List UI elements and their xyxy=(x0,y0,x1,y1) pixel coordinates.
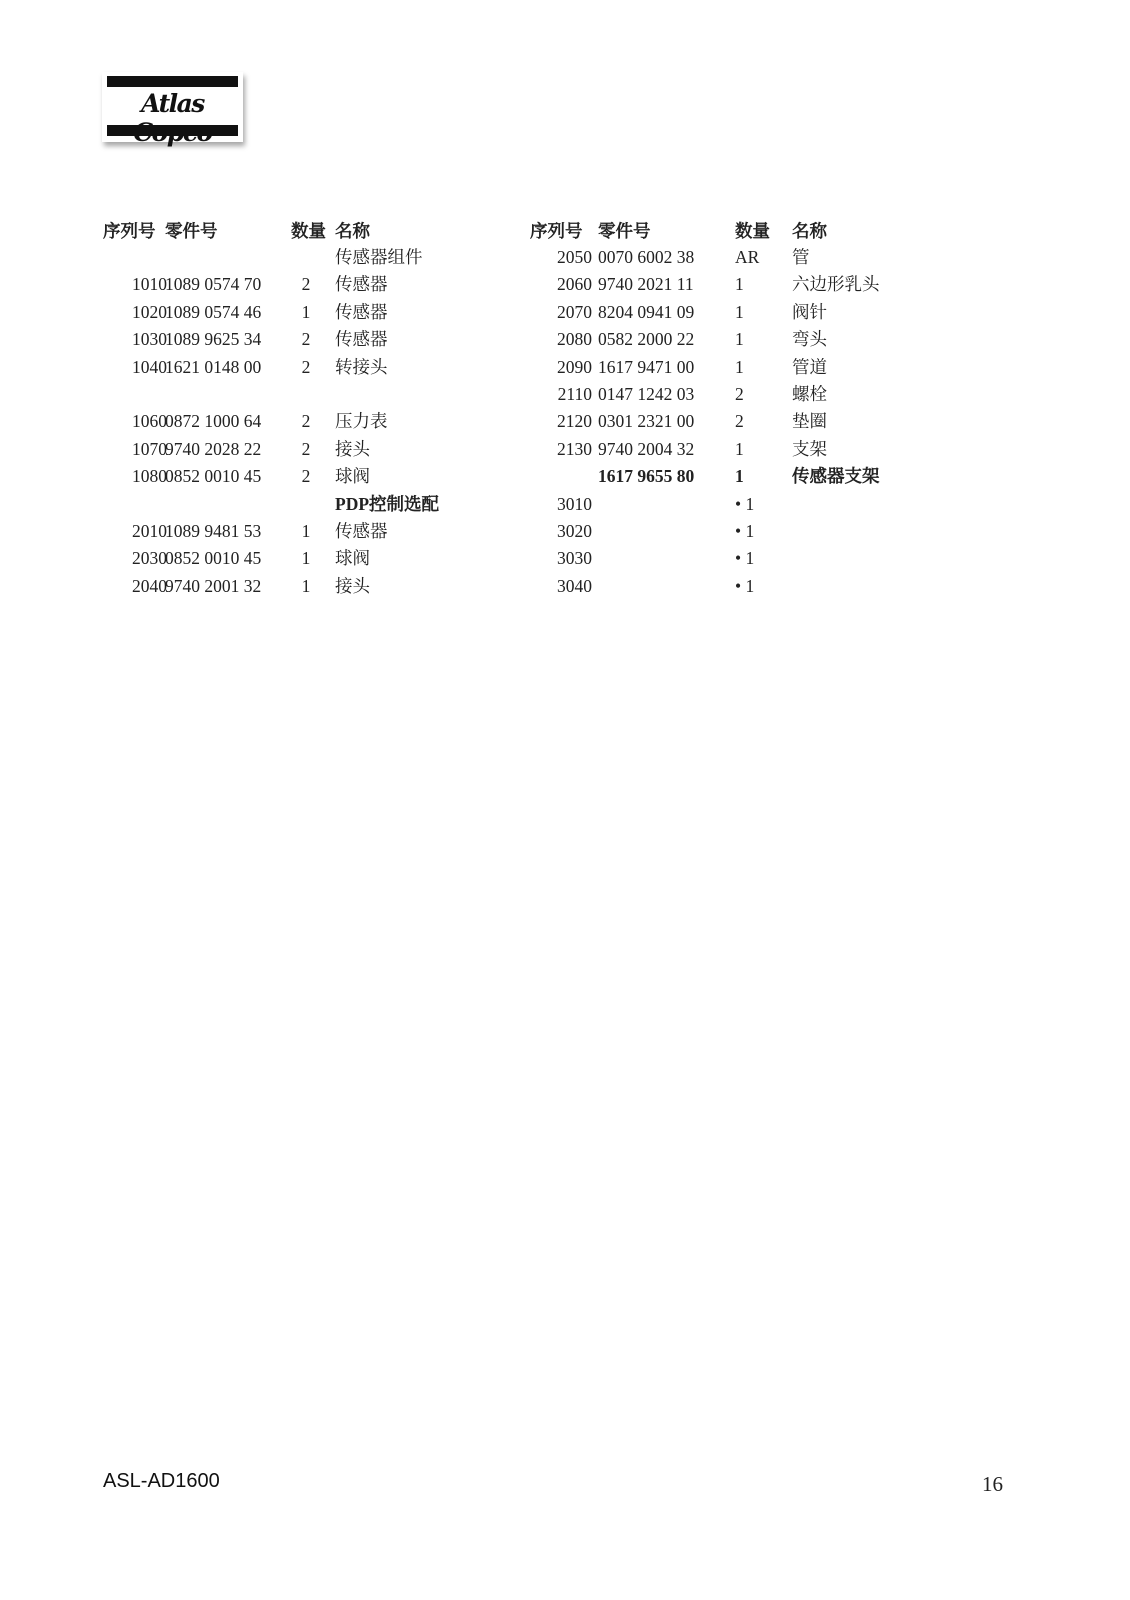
cell-name: 传感器 xyxy=(335,301,388,322)
header-qty: 数量 xyxy=(735,221,770,241)
cell-qty: 1 xyxy=(735,466,744,487)
cell-name: 垫圈 xyxy=(792,411,827,432)
cell-part: 0301 2321 00 xyxy=(598,411,695,432)
cell-qty: 1 xyxy=(735,438,744,459)
cell-part: 0872 1000 64 xyxy=(165,411,262,432)
cell-name: 管 xyxy=(792,247,810,267)
cell-part: 1617 9471 00 xyxy=(598,356,695,377)
cell-seq: 1010 xyxy=(132,274,167,295)
cell-seq: 2010 xyxy=(132,520,167,541)
cell-part: 1089 9625 34 xyxy=(165,329,262,350)
cell-qty: 1 xyxy=(301,548,311,569)
header-part: 零件号 xyxy=(598,221,651,241)
cell-part: 1089 0574 46 xyxy=(165,301,262,322)
header-qty: 数量 xyxy=(291,221,326,241)
cell-part: 0147 1242 03 xyxy=(598,383,695,404)
cell-part: 1621 0148 00 xyxy=(165,356,262,377)
cell-seq: 2050 xyxy=(557,247,592,267)
cell-qty: 1 xyxy=(301,301,311,322)
cell-part: 1089 9481 53 xyxy=(165,520,262,541)
cell-name: 传感器组件 xyxy=(335,247,423,267)
header-name: 名称 xyxy=(792,221,827,241)
document-code: ASL-AD1600 xyxy=(103,1470,220,1492)
cell-name: 接头 xyxy=(335,438,370,459)
cell-qty: 1 xyxy=(735,329,744,350)
cell-qty: 1 xyxy=(735,274,744,295)
cell-part: 9740 2021 11 xyxy=(598,274,694,295)
cell-part: 0582 2000 22 xyxy=(598,329,695,350)
page-number: 16 xyxy=(982,1472,1003,1496)
logo-top-bar xyxy=(107,76,238,87)
cell-seq: 1040 xyxy=(132,356,167,377)
header-seq: 序列号 xyxy=(530,221,583,241)
cell-seq: 1060 xyxy=(132,411,167,432)
cell-qty: • 1 xyxy=(735,575,755,596)
cell-seq: 1020 xyxy=(132,301,167,322)
cell-name: 压力表 xyxy=(335,411,388,432)
cell-part: 8204 0941 09 xyxy=(598,301,695,322)
cell-seq: 2120 xyxy=(557,411,592,432)
cell-name: 传感器 xyxy=(335,520,388,541)
cell-name: 阀针 xyxy=(792,301,827,322)
header-seq: 序列号 xyxy=(103,221,156,241)
cell-seq: 2040 xyxy=(132,575,167,596)
cell-qty: • 1 xyxy=(735,520,755,541)
cell-seq: 1070 xyxy=(132,438,167,459)
atlas-copco-logo xyxy=(102,72,243,142)
cell-part: 9740 2004 32 xyxy=(598,438,695,459)
cell-name: 球阀 xyxy=(335,466,370,487)
cell-name: 传感器 xyxy=(335,274,388,295)
cell-qty: 2 xyxy=(301,274,311,295)
cell-qty: 1 xyxy=(735,301,744,322)
cell-seq: 2130 xyxy=(557,438,592,459)
cell-name: 螺栓 xyxy=(792,383,827,404)
cell-qty: 2 xyxy=(735,383,744,404)
cell-seq: 2090 xyxy=(557,356,592,377)
cell-name: 管道 xyxy=(792,356,827,377)
cell-seq: 2060 xyxy=(557,274,592,295)
cell-qty: 2 xyxy=(301,438,311,459)
cell-name: 弯头 xyxy=(792,329,827,350)
cell-name: 支架 xyxy=(792,438,827,459)
cell-name: 球阀 xyxy=(335,548,370,569)
cell-name: 六边形乳头 xyxy=(792,274,880,295)
cell-qty: 2 xyxy=(301,329,311,350)
cell-name: PDP控制选配 xyxy=(335,493,440,514)
cell-seq: 3010 xyxy=(557,493,592,514)
cell-seq: 3040 xyxy=(557,575,592,596)
logo-text: Atlas xyxy=(141,89,204,118)
cell-qty: AR xyxy=(735,247,760,267)
cell-qty: 2 xyxy=(735,411,744,432)
cell-name: 转接头 xyxy=(335,356,388,377)
cell-seq: 3030 xyxy=(557,548,592,569)
cell-part: 0852 0010 45 xyxy=(165,466,262,487)
cell-part: 0852 0010 45 xyxy=(165,548,262,569)
cell-seq: 3020 xyxy=(557,520,592,541)
header-name: 名称 xyxy=(335,221,370,241)
cell-seq: 1030 xyxy=(132,329,167,350)
cell-seq: 2070 xyxy=(557,301,592,322)
cell-qty: 2 xyxy=(301,356,311,377)
cell-part: 9740 2028 22 xyxy=(165,438,262,459)
cell-name: 传感器 xyxy=(335,329,388,350)
cell-qty: 1 xyxy=(301,520,311,541)
cell-qty: 1 xyxy=(735,356,744,377)
cell-qty: 2 xyxy=(301,411,311,432)
cell-seq: 2030 xyxy=(132,548,167,569)
cell-qty: • 1 xyxy=(735,548,755,569)
cell-part: 1617 9655 80 xyxy=(598,466,695,487)
cell-part: 1089 0574 70 xyxy=(165,274,262,295)
cell-name: 接头 xyxy=(335,575,370,596)
cell-seq: 1080 xyxy=(132,466,167,487)
cell-part: 9740 2001 32 xyxy=(165,575,262,596)
logo-bottom-bar xyxy=(107,125,238,136)
cell-seq: 2110 xyxy=(557,383,592,404)
cell-qty: 2 xyxy=(301,466,311,487)
header-part: 零件号 xyxy=(165,221,218,241)
cell-seq: 2080 xyxy=(557,329,592,350)
cell-qty: 1 xyxy=(301,575,311,596)
cell-qty: • 1 xyxy=(735,493,755,514)
cell-part: 0070 6002 38 xyxy=(598,247,695,267)
cell-name: 传感器支架 xyxy=(792,466,880,487)
